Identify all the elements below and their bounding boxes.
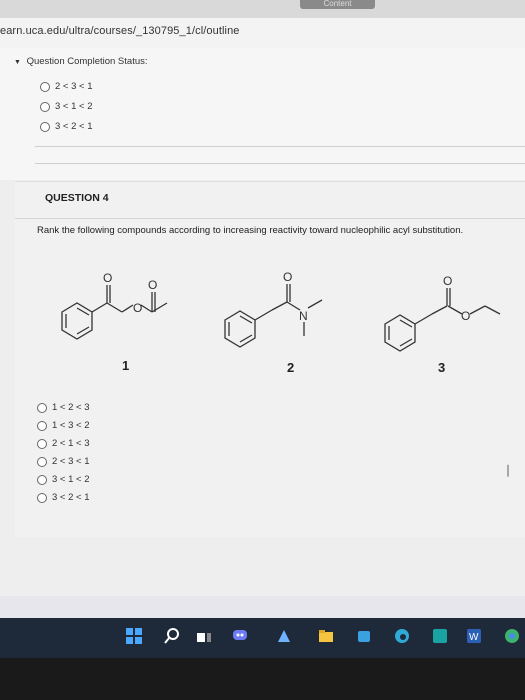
radio-button[interactable] — [37, 457, 47, 467]
option-label: 2 < 3 < 1 — [52, 456, 90, 467]
edge-icon[interactable] — [394, 628, 410, 644]
oxygen-label: O — [461, 309, 471, 323]
completion-status[interactable] — [14, 56, 148, 67]
answer-option-2[interactable] — [37, 420, 90, 431]
answer-option-4[interactable] — [37, 456, 90, 467]
radio-button[interactable] — [40, 102, 50, 112]
divider — [15, 218, 525, 219]
radio-button[interactable] — [37, 475, 47, 485]
answer-option-1[interactable] — [37, 402, 90, 413]
radio-button[interactable] — [37, 421, 47, 431]
option-label: 1 < 2 < 3 — [52, 402, 90, 413]
oxygen-label: O — [283, 270, 293, 284]
radio-button[interactable] — [37, 403, 47, 413]
question-4 — [15, 181, 525, 537]
compound-3-structure — [385, 288, 500, 351]
top-strip — [0, 0, 525, 18]
compound-2-label: 2 — [287, 360, 295, 372]
text-cursor-icon: ∣ — [505, 463, 511, 477]
search-icon[interactable] — [164, 628, 180, 644]
svg-text:W: W — [469, 632, 479, 643]
answer-option-5[interactable] — [37, 474, 90, 485]
question-text: Rank the following compounds according to increasing reactivity toward nucleophilic acyl substitution. — [37, 225, 464, 236]
divider — [35, 163, 525, 164]
compound-1-label: 1 — [122, 358, 130, 372]
oxygen-label: O — [148, 278, 158, 292]
answer-option-6[interactable] — [37, 492, 90, 503]
file-explorer-icon[interactable] — [318, 628, 334, 644]
taskbar — [0, 618, 525, 658]
oxygen-label: O — [103, 271, 113, 285]
radio-button[interactable] — [40, 82, 50, 92]
word-icon[interactable] — [466, 628, 482, 644]
prev-option-1[interactable] — [40, 81, 93, 92]
windows-start-icon[interactable] — [126, 628, 142, 644]
radio-button[interactable] — [40, 122, 50, 132]
mail-icon[interactable] — [276, 628, 292, 644]
page-content — [0, 48, 525, 618]
option-label: 3 < 1 < 2 — [52, 474, 90, 485]
option-label: 3 < 1 < 2 — [55, 101, 93, 112]
oxygen-label: O — [133, 301, 143, 315]
option-label: 2 < 3 < 1 — [55, 81, 93, 92]
option-label: 3 < 2 < 1 — [52, 492, 90, 503]
address-bar[interactable] — [0, 18, 525, 49]
option-label: 3 < 2 < 1 — [55, 121, 93, 132]
url-text[interactable]: earn.uca.edu/ultra/courses/_130795_1/cl/outline — [0, 25, 240, 37]
collapse-triangle-icon[interactable]: ▼ — [14, 59, 21, 66]
chat-icon[interactable] — [232, 628, 248, 644]
answer-option-3[interactable] — [37, 438, 90, 449]
option-label: 2 < 1 < 3 — [52, 438, 90, 449]
task-view-icon[interactable] — [196, 628, 212, 644]
divider — [35, 146, 525, 147]
browser-tab[interactable]: Content — [300, 0, 375, 9]
store-icon[interactable] — [356, 628, 372, 644]
compound-3-label: 3 — [438, 360, 446, 372]
radio-button[interactable] — [37, 439, 47, 449]
chrome-icon[interactable] — [504, 628, 520, 644]
compound-1-structure — [62, 285, 167, 339]
previous-question-section — [0, 48, 525, 180]
option-label: 1 < 3 < 2 — [52, 420, 90, 431]
screen-bezel — [0, 658, 525, 700]
oxygen-label: O — [443, 274, 453, 288]
nitrogen-label: N — [299, 309, 308, 323]
status-label: Question Completion Status: — [26, 56, 148, 67]
prev-option-2[interactable] — [40, 101, 93, 112]
app-icon[interactable] — [432, 628, 448, 644]
prev-option-3[interactable] — [40, 121, 93, 132]
chemical-structures — [40, 242, 510, 372]
radio-button[interactable] — [37, 493, 47, 503]
question-title: QUESTION 4 — [45, 192, 109, 204]
